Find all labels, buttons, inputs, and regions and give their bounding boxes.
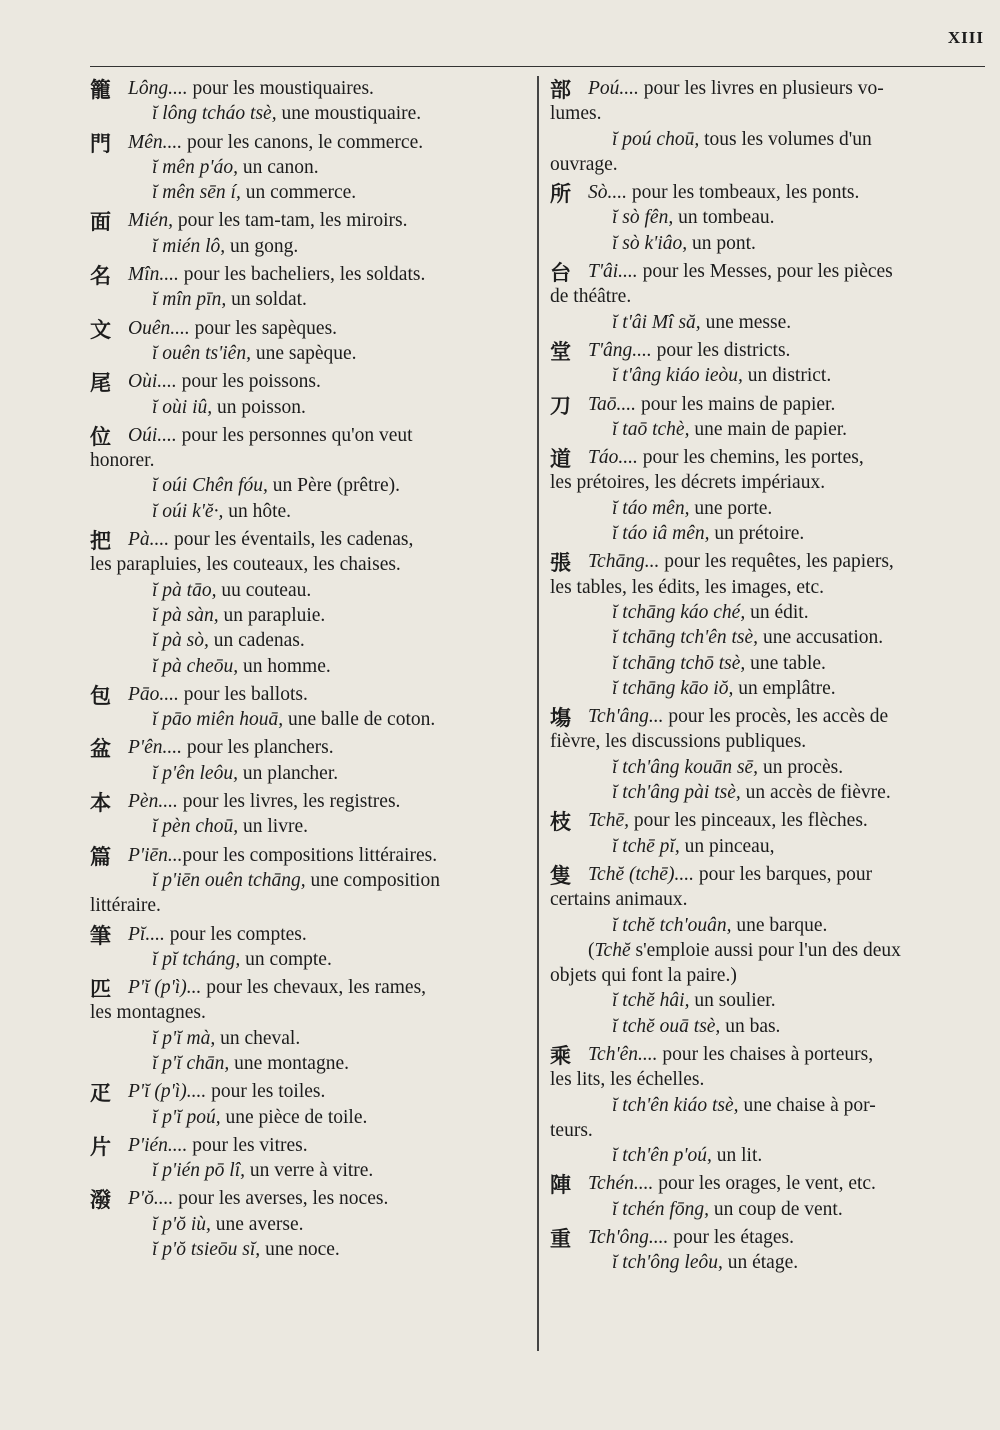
example-line: ĭ oúi Chên fóu, un Père (prêtre).: [152, 475, 401, 497]
example-line: ĭ tchē pĭ, un pinceau,: [612, 835, 775, 857]
entry-headword-line: Tchāng... pour les requêtes, les papiers,: [588, 551, 894, 573]
chinese-character: 台: [550, 261, 571, 286]
continuation-line: les parapluies, les couteaux, les chaises.: [90, 554, 401, 576]
romanization: ĭ p'ién pō lî,: [152, 1160, 245, 1182]
romanization: ĭ pāo miên houā,: [152, 709, 284, 731]
romanization: Pà....: [128, 529, 170, 551]
dictionary-entry: [90, 527, 530, 679]
romanization: Táo....: [588, 447, 638, 469]
romanization: ĭ tch'ên p'oú,: [612, 1145, 712, 1167]
chinese-character: 本: [90, 791, 111, 816]
entry-headword-line: Tchē, pour les pinceaux, les flèches.: [588, 810, 868, 832]
example-line: ĭ pāo miên houā, une balle de coton.: [152, 709, 436, 731]
chinese-character: 堂: [550, 339, 571, 364]
chinese-character: 塲: [550, 706, 571, 731]
example-line: ĭ t'âi Mî să, une messe.: [612, 311, 792, 333]
romanization: Tchĕ (tchē)....: [588, 863, 694, 885]
entry-headword-line: Oùi.... pour les poissons.: [128, 371, 321, 393]
romanization: Tchĕ: [594, 939, 631, 961]
dictionary-entry: [550, 76, 986, 177]
example-line: ĭ p'ĭ chān, une montagne.: [152, 1052, 349, 1074]
example-line: ĭ pĭ tcháng, un compte.: [152, 948, 332, 970]
example-line: ĭ tchĕ hâi, un soulier.: [612, 990, 776, 1012]
entry-headword-line: Pāo.... pour les ballots.: [128, 683, 308, 705]
continuation-line: littéraire.: [90, 895, 161, 917]
chinese-character: 枝: [550, 810, 571, 835]
romanization: Tchē,: [588, 810, 629, 832]
chinese-character: 筆: [90, 923, 111, 948]
chinese-character: 位: [90, 424, 111, 449]
romanization: ĭ taō tchè,: [612, 418, 690, 440]
romanization: ĭ pà cheōu,: [152, 655, 239, 677]
romanization: ĭ p'ŏ tsieōu sĭ,: [152, 1239, 261, 1261]
romanization: ĭ p'ĭ chān,: [152, 1052, 230, 1074]
example-line: ĭ tchĕ tch'ouân, une barque.: [612, 914, 828, 936]
continuation-line: les prétoires, les décrets impériaux.: [550, 472, 826, 494]
romanization: ĭ tchāng káo ché,: [612, 601, 746, 623]
romanization: Sò....: [588, 182, 627, 204]
romanization: T'âi....: [588, 261, 638, 283]
example-line: ĭ tch'âng kouān sē, un procès.: [612, 756, 844, 778]
romanization: Oúi....: [128, 424, 177, 446]
entry-headword-line: Tch'ên.... pour les chaises à porteurs,: [588, 1043, 874, 1065]
romanization: ĭ tch'âng kouān sē,: [612, 756, 759, 778]
entry-headword-line: Pà.... pour les éventails, les cadenas,: [128, 529, 414, 551]
romanization: ĭ p'ên leôu,: [152, 762, 238, 784]
romanization: Tch'âng...: [588, 706, 664, 728]
entry-headword-line: Tch'âng... pour les procès, les accès de: [588, 706, 889, 728]
entry-headword-line: Ouên.... pour les sapèques.: [128, 317, 338, 339]
romanization: ĭ tchāng tch'ên tsè,: [612, 627, 759, 649]
example-line: ĭ tchĕ ouā tsè, un bas.: [612, 1015, 781, 1037]
romanization: Oùi....: [128, 371, 177, 393]
dictionary-entry: [550, 180, 986, 256]
romanization: ĭ ouên ts'iên,: [152, 342, 251, 364]
romanization: Lông....: [128, 78, 188, 99]
romanization: Poú....: [588, 78, 639, 99]
romanization: Tchén....: [588, 1173, 654, 1195]
example-line: ĭ tchén fōng, un coup de vent.: [612, 1198, 843, 1220]
example-line: ĭ táo mên, une porte.: [612, 497, 773, 519]
dictionary-entry: [550, 808, 986, 859]
dictionary-entry: [550, 1225, 986, 1276]
entry-headword-line: Poú.... pour les livres en plusieurs vo-: [588, 78, 884, 99]
dictionary-entry: [90, 789, 530, 840]
example-line: ĭ pà cheōu, un homme.: [152, 655, 331, 677]
romanization: Mién,: [128, 210, 173, 232]
romanization: ĭ tchāng kāo iŏ,: [612, 677, 734, 699]
dictionary-entry: [550, 1042, 986, 1168]
chinese-character: 道: [550, 447, 571, 472]
chinese-character: 包: [90, 683, 111, 708]
romanization: Mên....: [128, 131, 183, 153]
romanization: ĭ t'âi Mî să,: [612, 311, 701, 333]
romanization: ĭ p'ĭ poú,: [152, 1106, 221, 1128]
romanization: ĭ lông tcháo tsè,: [152, 103, 277, 125]
example-line: ĭ taō tchè, une main de papier.: [612, 418, 848, 440]
chinese-character: 部: [550, 78, 571, 102]
example-line: ĭ p'ŏ iù, une averse.: [152, 1213, 304, 1235]
dictionary-entry: [90, 1186, 530, 1262]
chinese-character: 所: [550, 182, 571, 207]
chinese-character: 潑: [90, 1188, 111, 1213]
romanization: P'ĭ (p'ì)....: [128, 1081, 207, 1103]
entry-headword-line: P'ĭ (p'ì)... pour les chevaux, les rames,: [128, 977, 427, 999]
entry-headword-line: Lông.... pour les moustiquaires.: [128, 78, 374, 99]
chinese-character: 篇: [90, 844, 111, 869]
chinese-character: 把: [90, 529, 111, 554]
entry-headword-line: Pèn.... pour les livres, les registres.: [128, 791, 401, 813]
romanization: Tch'ông....: [588, 1227, 669, 1249]
dictionary-entry: [90, 76, 530, 127]
romanization: P'ĭ (p'ì)...: [128, 977, 202, 999]
example-line: ĭ pèn choū, un livre.: [152, 816, 308, 838]
entry-headword-line: P'ŏ.... pour les averses, les noces.: [128, 1188, 389, 1210]
column-divider: [537, 76, 539, 1351]
dictionary-entry: [90, 922, 530, 973]
continuation-line: ouvrage.: [550, 153, 618, 175]
romanization: ĭ tchāng tchō tsè,: [612, 652, 746, 674]
continuation-line: certains animaux.: [550, 889, 688, 911]
dictionary-entry: [90, 1133, 530, 1184]
romanization: Pĭ....: [128, 923, 165, 945]
page-number: XIII: [947, 28, 984, 47]
dictionary-entry: [550, 1171, 986, 1222]
example-line: ĭ táo iâ mên, un prétoire.: [612, 523, 805, 545]
continuation-line: de théâtre.: [550, 286, 632, 308]
romanization: ĭ mién lô,: [152, 235, 226, 257]
entry-headword-line: T'âi.... pour les Messes, pour les pièces: [588, 261, 893, 283]
romanization: Tch'ên....: [588, 1043, 658, 1065]
dictionary-entry: [90, 262, 530, 313]
example-line: ĭ oùi iû, un poisson.: [152, 396, 306, 418]
dictionary-entry: [550, 392, 986, 443]
example-line: ĭ p'ŏ tsieōu sĭ, une noce.: [152, 1239, 340, 1261]
example-line: ĭ pà sò, un cadenas.: [152, 630, 305, 652]
romanization: ĭ tch'ông leôu,: [612, 1252, 723, 1274]
romanization: ĭ p'ŏ iù,: [152, 1213, 211, 1235]
chinese-character: 匹: [90, 977, 111, 1002]
entry-headword-line: Táo.... pour les chemins, les portes,: [588, 447, 864, 469]
example-line: ĭ p'ên leôu, un plancher.: [152, 762, 339, 784]
romanization: ĭ mên p'áo,: [152, 156, 238, 178]
romanization: ĭ poú choū,: [612, 128, 700, 150]
romanization: ĭ táo mên,: [612, 497, 690, 519]
dictionary-entry: [90, 208, 530, 259]
example-line: ĭ tch'ên p'oú, un lit.: [612, 1145, 763, 1167]
romanization: ĭ sò fên,: [612, 207, 674, 229]
continuation-line: fièvre, les discussions publiques.: [550, 731, 807, 753]
chinese-character: 張: [550, 551, 571, 576]
example-line: ĭ tchāng tchō tsè, une table.: [612, 652, 826, 674]
romanization: Ouên....: [128, 317, 190, 339]
romanization: Pāo....: [128, 683, 179, 705]
entry-headword-line: Taō.... pour les mains de papier.: [588, 393, 836, 415]
romanization: ĭ tch'âng pài tsè,: [612, 782, 741, 804]
example-line: ĭ t'âng kiáo ieòu, un district.: [612, 365, 832, 387]
romanization: ĭ oúi k'ĕ·,: [152, 500, 224, 522]
dictionary-entry: [90, 130, 530, 206]
romanization: Taō....: [588, 393, 637, 415]
chinese-character: 面: [90, 210, 111, 235]
dictionary-entry: [550, 338, 986, 389]
top-rule: [90, 66, 985, 67]
example-line: ĭ p'ién pō lî, un verre à vitre.: [152, 1160, 374, 1182]
continuation-line: les tables, les édits, les images, etc.: [550, 576, 825, 598]
entry-headword-line: P'ên.... pour les planchers.: [128, 737, 334, 759]
example-line: ĭ tchāng káo ché, un édit.: [612, 601, 809, 623]
romanization: ĭ táo iâ mên,: [612, 523, 710, 545]
left-column: [90, 76, 530, 1265]
entry-headword-line: Mên.... pour les canons, le commerce.: [128, 131, 424, 153]
entry-headword-line: T'âng.... pour les districts.: [588, 339, 791, 361]
example-line: ĭ tchāng kāo iŏ, un emplâtre.: [612, 677, 836, 699]
romanization: ĭ mîn pīn,: [152, 289, 227, 311]
chinese-character: 疋: [90, 1081, 111, 1106]
romanization: ĭ tchĕ hâi,: [612, 990, 690, 1012]
entry-headword-line: Mîn.... pour les bacheliers, les soldats.: [128, 264, 426, 286]
dictionary-entry: [550, 549, 986, 701]
dictionary-entry: [550, 704, 986, 805]
chinese-character: 刀: [550, 393, 571, 418]
dictionary-entry: [550, 862, 986, 1039]
dictionary-entry: [90, 1079, 530, 1130]
romanization: Pèn....: [128, 791, 178, 813]
example-line: ĭ poú choū, tous les volumes d'un: [612, 128, 872, 150]
example-line: ĭ oúi k'ĕ·, un hôte.: [152, 500, 292, 522]
romanization: Tchāng...: [588, 551, 660, 573]
entry-headword-line: Tchén.... pour les orages, le vent, etc.: [588, 1173, 876, 1195]
romanization: ĭ mên sēn í,: [152, 182, 241, 204]
continuation-line: teurs.: [550, 1119, 593, 1141]
dictionary-entry: [90, 975, 530, 1076]
romanization: ĭ tchĕ ouā tsè,: [612, 1015, 721, 1037]
example-line: ĭ p'ĭ mà, un cheval.: [152, 1027, 301, 1049]
dictionary-entry: [90, 423, 530, 524]
entry-headword-line: Mién, pour les tam-tam, les miroirs.: [128, 210, 408, 232]
romanization: ĭ t'âng kiáo ieòu,: [612, 365, 743, 387]
example-line: ĭ mên p'áo, un canon.: [152, 156, 319, 178]
romanization: ĭ tchén fōng,: [612, 1198, 709, 1220]
romanization: ĭ oúi Chên fóu,: [152, 475, 268, 497]
chinese-character: 陣: [550, 1173, 571, 1198]
continuation-line: lumes.: [550, 103, 602, 125]
example-line: ĭ p'ĭ poú, une pièce de toile.: [152, 1106, 368, 1128]
entry-headword-line: Tch'ông.... pour les étages.: [588, 1227, 795, 1249]
example-line: ĭ tchāng tch'ên tsè, une accusation.: [612, 627, 884, 649]
entry-headword-line: P'ĭ (p'ì).... pour les toiles.: [128, 1081, 326, 1103]
romanization: ĭ p'ĭ mà,: [152, 1027, 216, 1049]
dictionary-entry: [90, 682, 530, 733]
continuation-line: objets qui font la paire.): [550, 965, 737, 987]
continuation-line: honorer.: [90, 450, 155, 472]
romanization: Mîn....: [128, 264, 179, 286]
romanization: T'âng....: [588, 339, 652, 361]
continuation-line: les lits, les échelles.: [550, 1069, 705, 1091]
romanization: ĭ tchē pĭ,: [612, 835, 680, 857]
chinese-character: 名: [90, 264, 111, 289]
dictionary-entry: [90, 316, 530, 367]
romanization: ĭ pà tāo,: [152, 579, 217, 601]
chinese-character: 盆: [90, 737, 111, 762]
romanization: P'ién....: [128, 1134, 188, 1156]
romanization: ĭ oùi iû,: [152, 396, 213, 418]
example-line: ĭ pà sàn, un parapluie.: [152, 604, 326, 626]
chinese-character: 重: [550, 1227, 571, 1252]
example-line: ĭ lông tcháo tsè, une moustiquaire.: [152, 103, 422, 125]
dictionary-entry: [90, 735, 530, 786]
entry-headword-line: Pĭ.... pour les comptes.: [128, 923, 307, 945]
example-line: ĭ mién lô, un gong.: [152, 235, 299, 257]
chinese-character: 門: [90, 131, 111, 156]
entry-headword-line: Sò.... pour les tombeaux, les ponts.: [588, 182, 860, 204]
example-line: ĭ pà tāo, uu couteau.: [152, 579, 312, 601]
chinese-character: 文: [90, 317, 111, 342]
dictionary-entry: [550, 445, 986, 546]
romanization: P'iēn...: [128, 844, 183, 866]
example-line: ĭ tch'ông leôu, un étage.: [612, 1252, 799, 1274]
chinese-character: 片: [90, 1134, 111, 1159]
entry-headword-line: P'iēn...pour les compositions littéraires.: [128, 844, 438, 866]
example-line: ĭ mîn pīn, un soldat.: [152, 289, 307, 311]
romanization: P'ên....: [128, 737, 182, 759]
romanization: ĭ pà sò,: [152, 630, 209, 652]
example-line: ĭ mên sēn í, un commerce.: [152, 182, 357, 204]
entry-headword-line: P'ién.... pour les vitres.: [128, 1134, 308, 1156]
example-line: ĭ ouên ts'iên, une sapèque.: [152, 342, 357, 364]
example-line: ĭ sò fên, un tombeau.: [612, 207, 775, 229]
entry-headword-line: Tchĕ (tchē).... pour les barques, pour: [588, 863, 873, 885]
romanization: ĭ pĭ tcháng,: [152, 948, 241, 970]
entry-headword-line: Oúi.... pour les personnes qu'on veut: [128, 424, 413, 446]
romanization: ĭ pà sàn,: [152, 604, 219, 626]
romanization: ĭ p'iēn ouên tchāng,: [152, 869, 306, 891]
romanization: ĭ sò k'iâo,: [612, 232, 688, 254]
romanization: ĭ tch'ên kiáo tsè,: [612, 1094, 739, 1116]
dictionary-entry: [550, 259, 986, 335]
example-line: ĭ sò k'iâo, un pont.: [612, 232, 756, 254]
romanization: ĭ tchĕ tch'ouân,: [612, 914, 732, 936]
dictionary-entry: [90, 369, 530, 420]
dictionary-entry: [90, 843, 530, 919]
romanization: P'ŏ....: [128, 1188, 174, 1210]
chinese-character: 尾: [90, 371, 111, 396]
example-line: ĭ p'iēn ouên tchāng, une composition: [152, 869, 440, 891]
note-line: (Tchĕ s'emploie aussi pour l'un des deux: [588, 939, 901, 961]
example-line: ĭ tch'ên kiáo tsè, une chaise à por-: [612, 1094, 876, 1116]
chinese-character: 籠: [90, 78, 111, 102]
right-column: [550, 76, 986, 1279]
chinese-character: 隻: [550, 863, 571, 888]
chinese-character: 乘: [550, 1043, 571, 1068]
example-line: ĭ tch'âng pài tsè, un accès de fièvre.: [612, 782, 891, 804]
continuation-line: les montagnes.: [90, 1002, 206, 1024]
romanization: ĭ pèn choū,: [152, 816, 239, 838]
